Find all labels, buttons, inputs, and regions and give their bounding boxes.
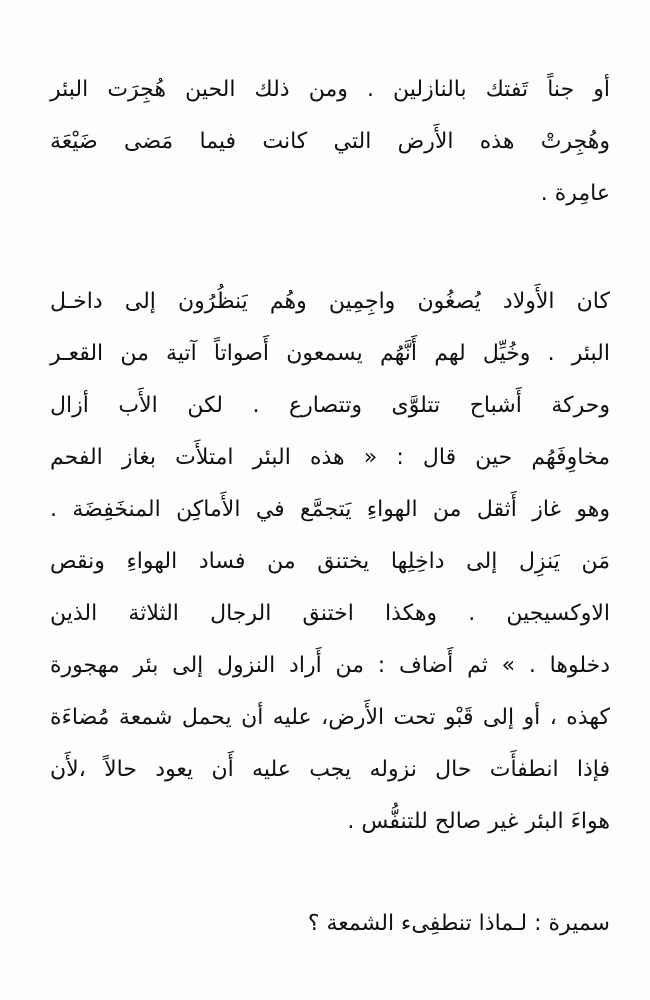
text-line: أو جناً تَفتك بالنازلين . ومن ذلك الحين هُجِرَت البئر: [50, 77, 610, 102]
paragraph-father-explanation: [50, 276, 610, 848]
dialogue-line: سميرة : لـماذا تنطفِىء الشمعة ؟: [307, 911, 610, 936]
text-line: كهذه ، أو إلى قَبْو تحت الأَرض، عليه أن يحمل شمعة مُضاءَة: [50, 705, 610, 730]
text-line: وحركة أَشباح تتلوَّى وتتصارع . لكن الأَب أزال: [50, 393, 610, 418]
text-line: عامِرة .: [540, 181, 610, 206]
text-line: الاوكسيجين . وهكذا اختنق الرجال الثلاثة الذين: [50, 601, 610, 626]
text-line: دخلوها . » ثم أَضاف : من أَراد النزول إلى بئر مهجورة: [50, 653, 610, 678]
paragraph-abandoned-well: [50, 64, 610, 220]
text-line: وهو غاز أَثقل من الهواءِ يَتجمَّع في الأَماكِن المنخَفِضَة .: [50, 497, 610, 522]
text-line: هواءَ البئر غير صالح للتنفُّس .: [347, 809, 610, 834]
text-line: البئر . وخُيِّل لهم أَنَّهُم يسمعون أَصواتاً آتية من القعـر: [50, 341, 610, 366]
text-line: مخاوِفَهُم حين قال : « هذه البئر امتلأَت بغاز الفحم: [50, 445, 610, 470]
text-line: مَن يَنزِل إلى داخِلِها يختنق من فساد الهواءِ ونقص: [50, 549, 610, 574]
text-line: وهُجِرتْ هذه الأَرض التي كانت فيما مَضى ضَيْعَة: [50, 129, 610, 154]
dialogue-samira: [50, 898, 610, 950]
text-line: كان الأَولاد يُصغُون واجِمِين وهُم يَنظُرُون إلى داخـل: [50, 289, 610, 314]
text-line: فإذا انطفأَت حال نزوله يجب عليه أَن يعود حالاً ،لأَن: [50, 757, 610, 782]
